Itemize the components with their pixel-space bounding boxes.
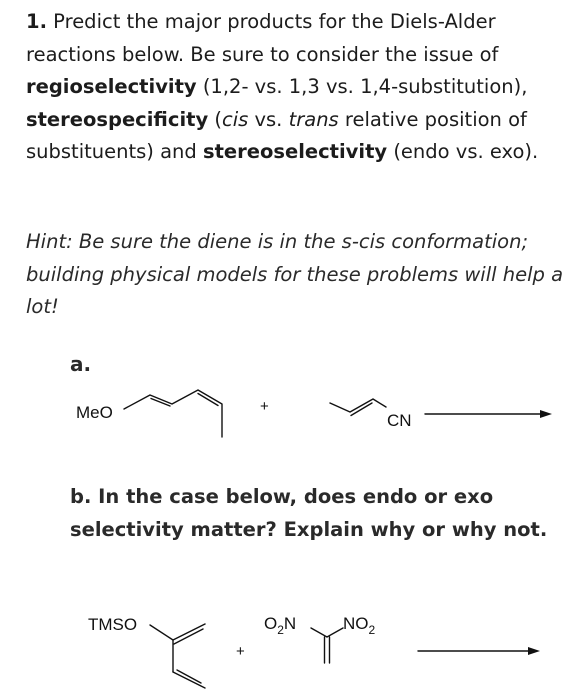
term-stereoselectivity: stereoselectivity	[202, 140, 388, 163]
question-text-part: (1,2- vs. 1,3 vs. 1,4-substitution),	[196, 75, 528, 98]
part-a-label: a.	[70, 352, 92, 376]
term-regioselectivity: regioselectivity	[26, 75, 197, 98]
term-cis: cis	[221, 107, 249, 131]
question-text-part: relative position of substituents) and	[26, 107, 527, 163]
part-a-dienophile-structure	[330, 399, 386, 416]
meo-label: MeO	[76, 403, 113, 422]
question-text-part: (endo vs. exo).	[387, 140, 539, 163]
question-text-part: (	[208, 107, 222, 131]
question-text-part: vs.	[248, 107, 289, 131]
term-trans: trans	[288, 107, 339, 131]
tmso-label: TMSO	[88, 615, 138, 634]
part-a-diene-structure	[124, 390, 222, 437]
question-text-part: Predict the major products for the Diels-Alder reactions below. Be sure to consider the issue of	[26, 10, 499, 66]
part-b-dienophile-structure	[311, 628, 343, 663]
cn-label: CN	[387, 411, 412, 430]
arrow-head-b	[528, 647, 540, 655]
no2-label: $NO_2$	[343, 614, 376, 637]
part-b-question: b. In the case below, does endo or exo selectivity matter? Explain why or why not.	[70, 485, 548, 541]
question-number: 1.	[26, 10, 47, 33]
term-stereospecificity: stereospecificity	[26, 107, 209, 131]
plus-sign-a: +	[260, 398, 269, 415]
plus-sign-b: +	[236, 643, 245, 660]
o2n-label: $O_2N$	[264, 614, 297, 637]
hint-text: Hint: Be sure the diene is in the s-cis conformation; building physical models for these problems will help a lot!	[26, 230, 564, 318]
arrow-head-a	[540, 410, 552, 418]
part-b-diene-structure	[150, 624, 205, 688]
